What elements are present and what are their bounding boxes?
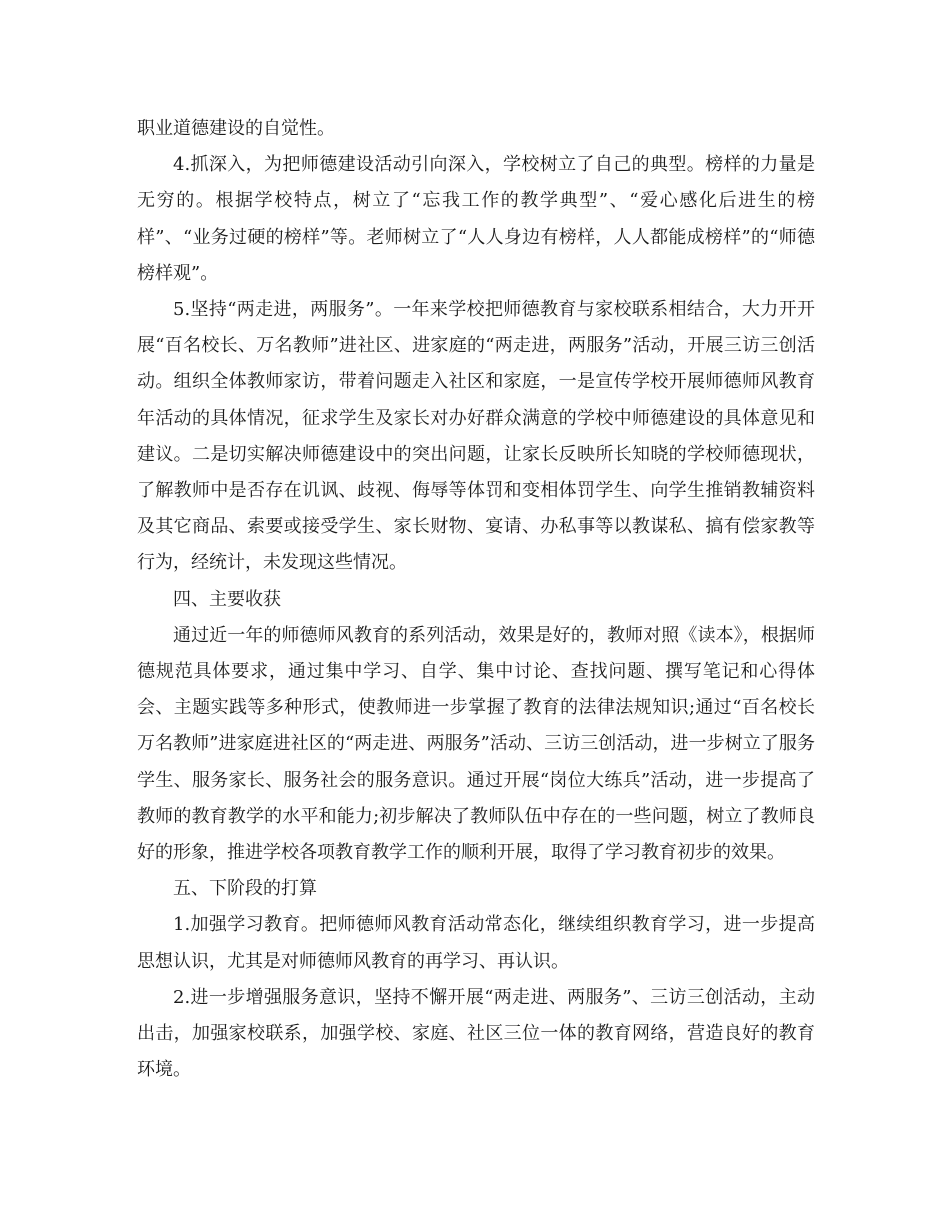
section-heading-next-plan: 五、下阶段的打算: [173, 878, 317, 900]
paragraph-item-4: 4.抓深入，为把师德建设活动引向深入，学校树立了自己的典型。榜样的力量是无穷的。根据学校特点，树立了“忘我工作的教学典型”、“爱心感化后进生的榜样”、“业务过硬的榜样”等。老师树立了“人人身边有榜样，人人都能成榜样”的“师德榜样观”。: [137, 154, 815, 284]
document-body: [137, 111, 815, 1088]
paragraph-plan-item-1: 1.加强学习教育。把师德师风教育活动常态化，继续组织教育学习，进一步提高思想认识，尤其是对师德师风教育的再学习、再认识。: [137, 914, 815, 972]
paragraph-plan-item-2: 2.进一步增强服务意识，坚持不懈开展“两走进、两服务”、三访三创活动，主动出击，加强家校联系，加强学校、家庭、社区三位一体的教育网络，营造良好的教育环境。: [137, 986, 815, 1081]
section-heading-main-gains: 四、主要收获: [173, 588, 281, 610]
paragraph-main-gains: 通过近一年的师德师风教育的系列活动，效果是好的，教师对照《读本》，根据师德规范具体要求，通过集中学习、自学、集中讨论、查找问题、撰写笔记和心得体会、主题实践等多种形式，使教师进一步掌握了教育的法律法规知识;通过“百名校长万名教师”进家庭进社区的“两走进、两服务”活动、三访三创活动，进一步树立了服务学生、服务家长、服务社会的服务意识。通过开展“岗位大练兵”活动，进一步提高了教师的教育教学的水平和能力;初步解决了教师队伍中存在的一些问题，树立了教师良好的形象，推进学校各项教育教学工作的顺利开展，取得了学习教育初步的效果。: [137, 624, 815, 864]
paragraph-item-5: 5.坚持“两走进，两服务”。一年来学校把师德教育与家校联系相结合，大力开开展“百名校长、万名教师”进社区、进家庭的“两走进，两服务”活动，开展三访三创活动。组织全体教师家访，带着问题走入社区和家庭，一是宣传学校开展师德师风教育年活动的具体情况，征求学生及家长对办好群众满意的学校中师德建设的具体意见和建议。二是切实解决师德建设中的突出问题，让家长反映所长知晓的学校师德现状，了解教师中是否存在讥讽、歧视、侮辱等体罚和变相体罚学生、向学生推销教辅资料及其它商品、索要或接受学生、家长财物、宴请、办私事等以教谋私、搞有偿家教等行为，经统计，未发现这些情况。: [137, 299, 815, 574]
paragraph-continuation: 职业道德建设的自觉性。: [137, 118, 335, 139]
